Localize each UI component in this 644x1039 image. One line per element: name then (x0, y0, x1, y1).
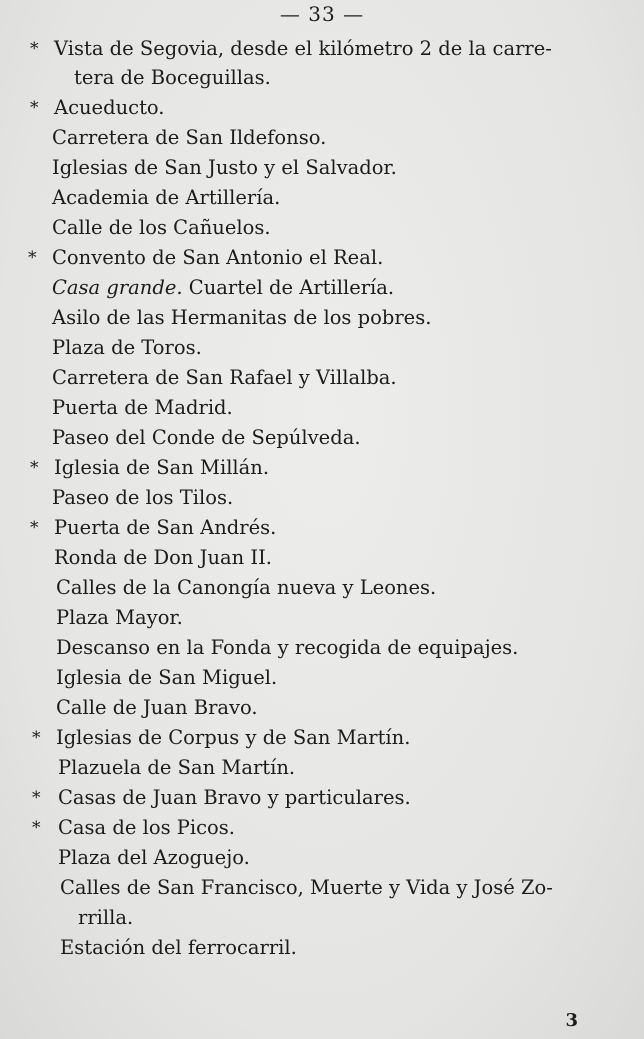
list-item (0, 513, 644, 543)
list-item-text: Puerta de Madrid. (52, 396, 233, 419)
list-item-text: Academia de Artillería. (52, 186, 281, 209)
list-item (0, 543, 644, 573)
list-item-text: Paseo del Conde de Sepúlveda. (52, 426, 361, 449)
list-item (0, 603, 644, 633)
list-item-text: Descanso en la Fonda y recogida de equipajes. (56, 636, 519, 659)
asterisk-mark: * (30, 458, 39, 478)
asterisk-mark: * (32, 788, 41, 808)
list-item-text: tera de Boceguillas. (74, 66, 271, 89)
list-item (0, 153, 644, 183)
list-item (0, 483, 644, 513)
list-item-text: Casas de Juan Bravo y particulares. (58, 786, 411, 809)
list-item-text: Iglesias de Corpus y de San Martín. (56, 726, 411, 749)
list-item-text: Puerta de San Andrés. (54, 516, 277, 539)
list-item (0, 633, 644, 663)
list-item-text: Iglesias de San Justo y el Salvador. (52, 156, 397, 179)
list-item (0, 783, 644, 813)
list-item (0, 93, 644, 123)
list-item-text: Vista de Segovia, desde el kilómetro 2 de la carre- (54, 37, 552, 60)
list-item-text: rrilla. (78, 906, 134, 929)
list-item-text: Calle de Juan Bravo. (56, 696, 258, 719)
asterisk-mark: * (30, 518, 39, 538)
list-item (0, 903, 644, 933)
list-item-text: Plaza del Azoguejo. (58, 846, 250, 869)
list-item (0, 573, 644, 603)
asterisk-mark: * (30, 39, 39, 59)
list-item-text (52, 273, 394, 303)
list-item-text: Asilo de las Hermanitas de los pobres. (52, 306, 432, 329)
list-item (0, 813, 644, 843)
list-item (0, 363, 644, 393)
list-item-text: Calles de San Francisco, Muerte y Vida y José Zo- (60, 876, 553, 899)
list-item (0, 423, 644, 453)
list-item (0, 693, 644, 723)
list-item-text: Acueducto. (54, 96, 165, 119)
list-item (0, 183, 644, 213)
signature-mark: 3 (565, 1010, 578, 1031)
list-item (0, 873, 644, 903)
list-item-text: Calles de la Canongía nueva y Leones. (56, 576, 437, 599)
list-item (0, 213, 644, 243)
page-number: — 33 — (279, 2, 365, 26)
list-item-text: Estación del ferrocarril. (60, 936, 297, 959)
list-item (0, 63, 644, 93)
asterisk-mark: * (28, 248, 37, 268)
list-item (0, 753, 644, 783)
list-item (0, 303, 644, 333)
list-item-text: Calle de los Cañuelos. (52, 216, 271, 239)
asterisk-mark: * (32, 818, 41, 838)
list-item-text: Convento de San Antonio el Real. (52, 246, 384, 269)
list-item (0, 663, 644, 693)
list-item (0, 34, 644, 64)
list-item-text: Plazuela de San Martín. (58, 756, 296, 779)
list-item-text: Paseo de los Tilos. (52, 486, 234, 509)
list-item-text: Ronda de Don Juan II. (54, 546, 273, 569)
list-item-text: Iglesia de San Millán. (54, 456, 270, 479)
list-item-text: Casa de los Picos. (58, 816, 236, 839)
list-item-rest: Cuartel de Artillería. (182, 276, 395, 299)
list-item-text: Iglesia de San Miguel. (56, 666, 278, 689)
list-item (0, 123, 644, 153)
italic-term: Casa grande. (52, 276, 183, 299)
list-item (0, 723, 644, 753)
list-item (0, 843, 644, 873)
asterisk-mark: * (32, 728, 41, 748)
list-item-text: Plaza Mayor. (56, 606, 183, 629)
list-item (0, 453, 644, 483)
list-item-text: Plaza de Toros. (52, 336, 202, 359)
list-item-text: Carretera de San Ildefonso. (52, 126, 327, 149)
asterisk-mark: * (30, 98, 39, 118)
list-item-text: Carretera de San Rafael y Villalba. (52, 366, 397, 389)
list-item (0, 273, 644, 303)
list-item (0, 243, 644, 273)
list-item (0, 333, 644, 363)
list-item (0, 393, 644, 423)
list-item (0, 933, 644, 963)
